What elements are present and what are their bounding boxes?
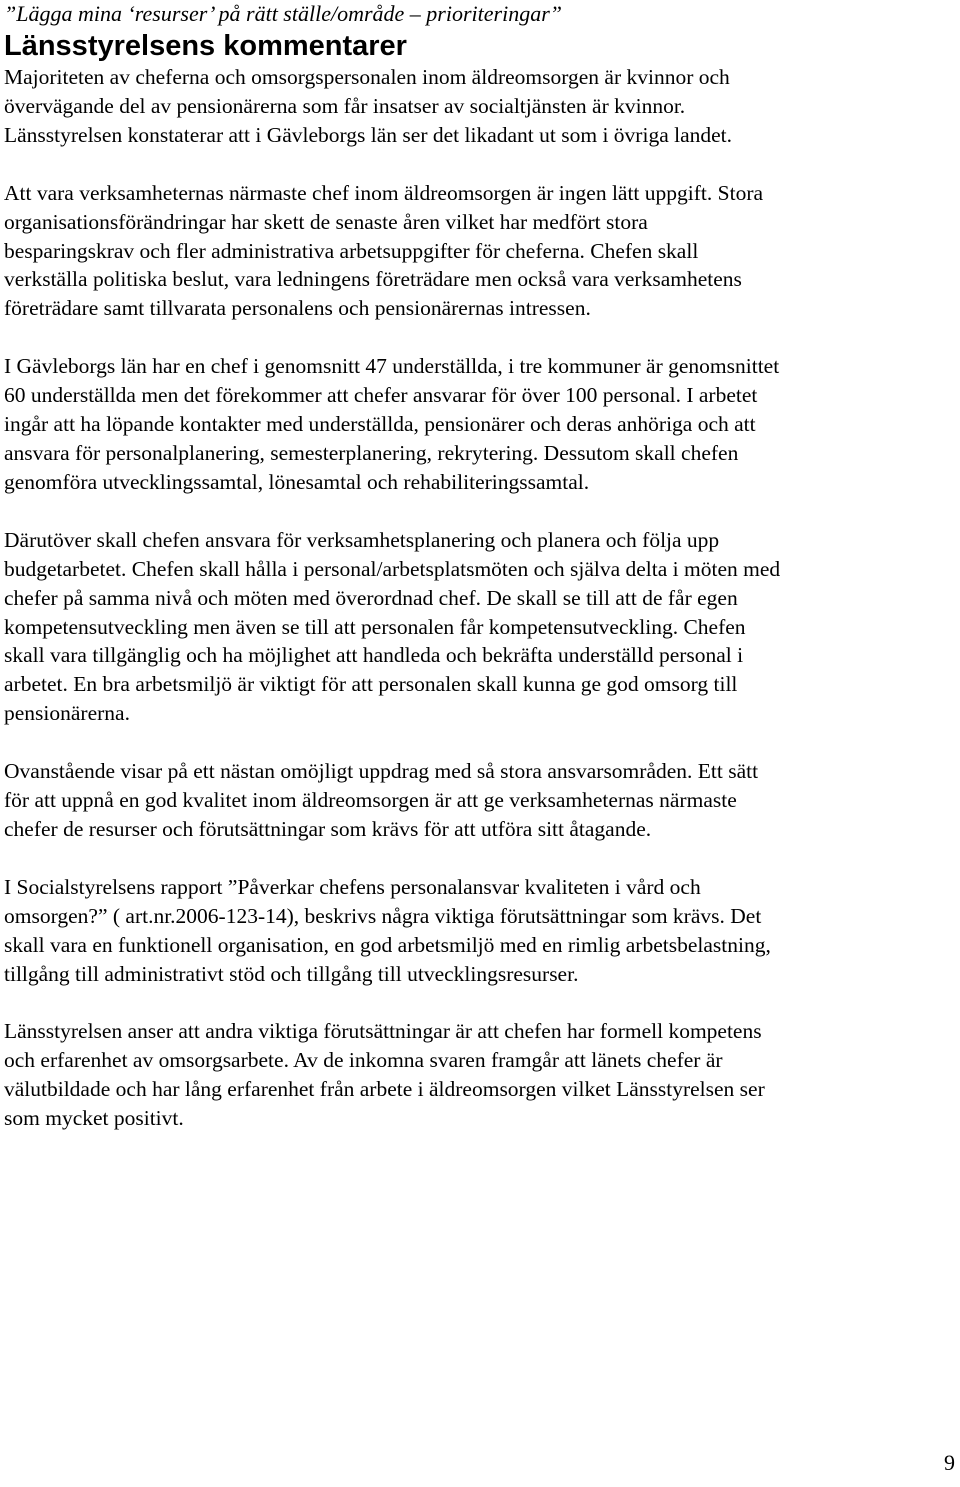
paragraph-5: Ovanstående visar på ett nästan omöjligt uppdrag med så stora ansvarsområden. Ett sätt för att uppnå en god kvalitet inom äldreomsorgen är att ge verksamheternas närmaste chefer de resurser och förutsättningar som krävs för att utföra sitt åtagande. <box>4 759 759 841</box>
page-number: 9 <box>944 1450 955 1475</box>
paragraph-6: I Socialstyrelsens rapport ”Påverkar chefens personalansvar kvaliteten i vård och omsorgen?” ( art.nr.2006-123-14), beskrivs några viktiga förutsättningar som krävs. Det skall vara en funktionell organisation, en god arbetsmiljö med en rimlig arbetsbelastning, tillgång till administrativt stöd och tillgång till utvecklingsresurser. <box>4 874 771 986</box>
paragraph-1: Majoriteten av cheferna och omsorgspersonalen inom äldreomsorgen är kvinnor och övervägande del av pensionärerna som får insatser av socialtjänsten är kvinnor. Länsstyrelsen konstaterar att i Gävleborgs län ser det likadant ut som i övriga landet. <box>4 65 733 147</box>
document-page <box>4 0 944 1133</box>
paragraph-7: Länsstyrelsen anser att andra viktiga förutsättningar är att chefen har formell kompetens och erfarenhet av omsorgsarbete. Av de inkomna svaren framgår att länets chefer är välutbildade och har lång erfarenhet från arbete i äldreomsorgen vilket Länsstyrelsen ser som mycket positivt. <box>4 1019 765 1131</box>
page-title: Länsstyrelsens kommentarer <box>4 30 407 62</box>
paragraph-3: I Gävleborgs län har en chef i genomsnitt 47 underställda, i tre kommuner är genomsnittet 60 underställda men det förekommer att chefer ansvarar för över 100 personal. I arbetet ingår att ha löpande kontakter med underställda, pensionärer och deras anhöriga och att ansvara för personalplanering, semesterplanering, rekrytering. Dessutom skall chefen genomföra utvecklingssamtal, lönesamtal och rehabiliteringssamtal. <box>4 354 780 494</box>
paragraph-4: Därutöver skall chefen ansvara för verksamhetsplanering och planera och följa upp budgetarbetet. Chefen skall hålla i personal/arbetsplatsmöten och själva delta i möten med chefer på samma nivå och möten med överordnad chef. De skall se till att de får egen kompetensutveckling men även se till att personalen får kompetensutveckling. Chefen skall vara tillgänglig och ha möjlighet att handleda och bekräfta underställd personal i arbetet. En bra arbetsmiljö är viktigt för att personalen skall kunna ge god omsorg till pensionärerna. <box>4 527 781 726</box>
paragraph-2: Att vara verksamheternas närmaste chef inom äldreomsorgen är ingen lätt uppgift. Stora organisationsförändringar har skett de senaste åren vilket har medfört stora besparingskrav och fler administrativa arbetsuppgifter för cheferna. Chefen skall verkställa politiska beslut, vara ledningens företrädare men också vara verksamhetens företrädare samt tillvarata personalens och pensionärernas intressen. <box>4 180 764 321</box>
section-subtitle: ”Lägga mina ‘resurser’ på rätt ställe/område – prioriteringar” <box>4 1 562 26</box>
